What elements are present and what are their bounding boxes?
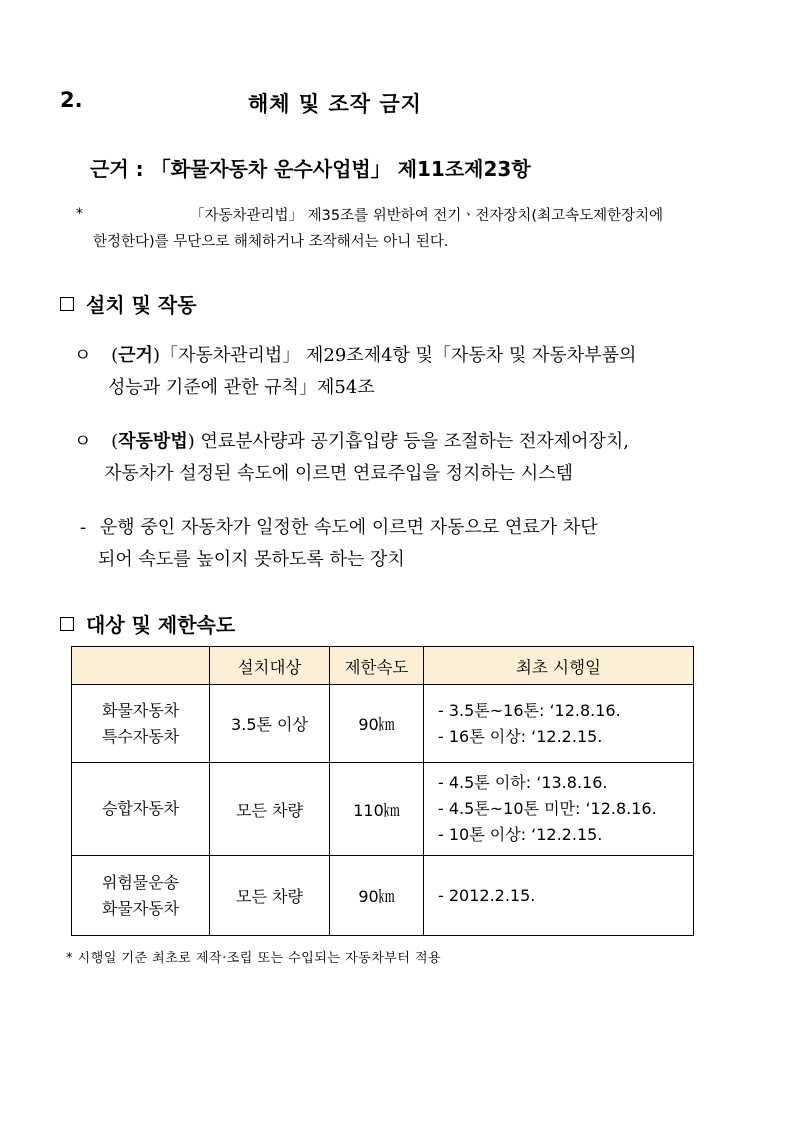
dash-line-2: 되어 속도를 높이지 못하도록 하는 장치 — [98, 549, 405, 570]
target-cell: 모든 차량 — [210, 763, 330, 856]
date-cell — [424, 685, 694, 763]
basis-line-2: 성능과 기준에 관한 규칙」제54조 — [108, 377, 375, 398]
vehicle-cell — [72, 685, 210, 763]
vehicle-type: 승합자동차 — [101, 799, 180, 818]
date-line: - 2012.2.15. — [438, 885, 536, 905]
table-row — [72, 763, 694, 856]
header-target: 설치대상 — [210, 647, 330, 685]
speed-cell: 110㎞ — [330, 763, 424, 856]
dash-bullet: - — [80, 517, 87, 538]
method-label: 작동방법 — [118, 431, 188, 452]
targets-heading — [60, 609, 235, 638]
method-line-2: 자동차가 설정된 속도에 이르면 연료주입을 정지하는 시스템 — [104, 463, 574, 484]
date-line: - 3.5톤~16톤: ‘12.8.16. — [438, 700, 621, 720]
date-line: - 4.5톤 이하: ‘13.8.16. — [438, 773, 608, 792]
header-vehicle — [72, 647, 210, 685]
header-speed: 제한속도 — [330, 647, 424, 685]
speed-cell: 90㎞ — [330, 856, 424, 936]
note-line-1: 「자동차관리법」 제35조를 위반하여 전기ㆍ전자장치(최고속도제한장치에 — [190, 208, 664, 224]
date-cell — [424, 856, 694, 936]
date-line: - 10톤 이상: ‘12.2.15. — [438, 825, 603, 844]
table-row — [72, 856, 694, 936]
speed-limit-table — [71, 646, 694, 936]
dash-item — [80, 512, 598, 544]
target-cell: 3.5톤 이상 — [210, 685, 330, 763]
date-cell — [424, 763, 694, 856]
vehicle-type: 위험물운송 — [101, 872, 180, 892]
vehicle-type: 화물자동차 — [101, 898, 180, 918]
circle-bullet: ㅇ — [74, 345, 92, 366]
method-item: ㅇ (작동방법) 연료분사량과 공기흡입량 등을 조절하는 전자제어장치, — [74, 431, 630, 452]
speed-cell: 90㎞ — [330, 685, 424, 763]
basis-label: 근거 — [118, 345, 153, 366]
note-marker: * — [76, 206, 83, 222]
vehicle-cell — [72, 763, 210, 856]
square-bullet-icon — [60, 617, 74, 631]
target-cell: 모든 차량 — [210, 856, 330, 936]
vehicle-type: 화물자동차 — [101, 700, 180, 720]
note-line-2: 한정한다)를 무단으로 해체하거나 조작해서는 아니 된다. — [93, 234, 449, 250]
header-date: 최초 시행일 — [424, 647, 694, 685]
date-line: - 4.5톤~10톤 미만: ‘12.8.16. — [438, 799, 657, 818]
legal-basis: 근거 : 「화물자동차 운수사업법」 제11조제23항 — [90, 157, 531, 181]
install-heading-text: 설치 및 작동 — [86, 293, 197, 317]
table-footnote: * 시행일 기준 최초로 제작·조립 또는 수입되는 자동차부터 적용 — [66, 951, 442, 966]
date-line: - 16톤 이상: ‘12.2.15. — [438, 726, 603, 746]
square-bullet-icon — [60, 297, 74, 311]
install-heading — [60, 289, 197, 318]
vehicle-cell — [72, 856, 210, 936]
section-number: 2. — [60, 88, 83, 112]
method-line-1: 연료분사량과 공기흡입량 등을 조절하는 전자제어장치, — [200, 431, 630, 452]
vehicle-type: 특수자동차 — [101, 726, 180, 746]
section-title: 해체 및 조작 금지 — [248, 92, 422, 116]
table-header-row — [72, 647, 694, 685]
table-row — [72, 685, 694, 763]
circle-bullet: ㅇ — [74, 431, 92, 452]
basis-line-1: 「자동차관리법」 제29조제4항 및「자동차 및 자동차부품의 — [159, 345, 637, 366]
targets-heading-text: 대상 및 제한속도 — [86, 613, 236, 637]
basis-item: ㅇ (근거)「자동차관리법」 제29조제4항 및「자동차 및 자동차부품의 — [74, 345, 637, 366]
dash-line-1: 운행 중인 자동차가 일정한 속도에 이르면 자동으로 연료가 차단 — [99, 517, 598, 538]
